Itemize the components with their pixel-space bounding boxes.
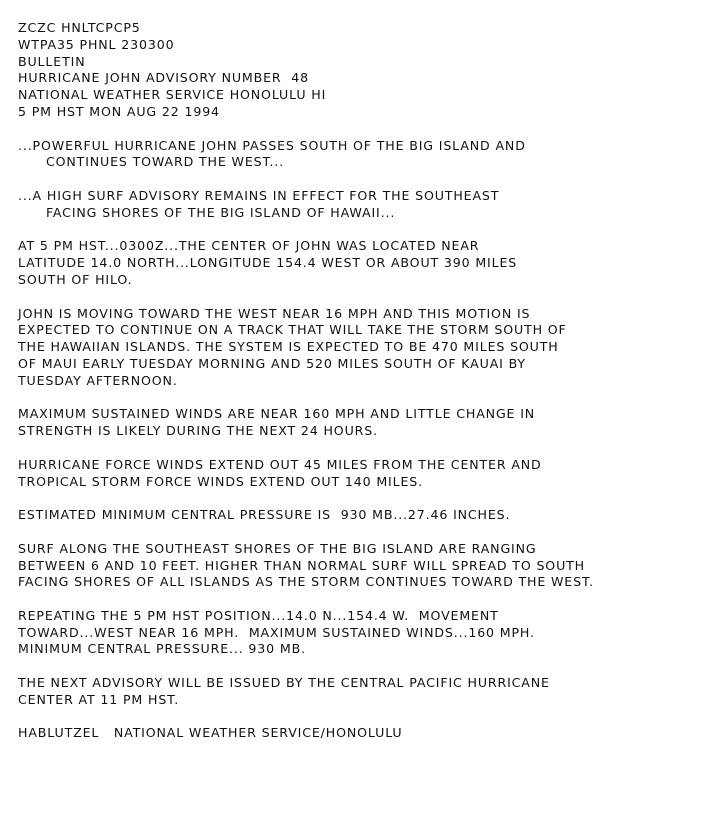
paragraph-line: TUESDAY AFTERNOON. (18, 372, 178, 388)
spacer (18, 658, 698, 675)
signature: HABLUTZEL NATIONAL WEATHER SERVICE/HONOLULU (18, 725, 403, 741)
paragraph-line: MAXIMUM SUSTAINED WINDS ARE NEAR 160 MPH AND LITTLE CHANGE IN (18, 406, 536, 422)
header-line: NATIONAL WEATHER SERVICE HONOLULU HI (18, 87, 327, 103)
advisory-title: HURRICANE JOHN ADVISORY NUMBER 48 (18, 70, 309, 86)
paragraph-line: TOWARD...WEST NEAR 16 MPH. MAXIMUM SUSTAINED WINDS...160 MPH. (18, 624, 535, 640)
paragraph-line: CENTER AT 11 PM HST. (18, 691, 180, 707)
paragraph-wind-extent (18, 457, 698, 491)
paragraph-line: TROPICAL STORM FORCE WINDS EXTEND OUT 140 MILES. (18, 473, 423, 489)
paragraph-line: BETWEEN 6 AND 10 FEET. HIGHER THAN NORMAL SURF WILL SPREAD TO SOUTH (18, 557, 586, 573)
paragraph-line: REPEATING THE 5 PM HST POSITION...14.0 N...154.4 W. MOVEMENT (18, 607, 499, 623)
spacer (18, 390, 698, 407)
paragraph-line: ESTIMATED MINIMUM CENTRAL PRESSURE IS 930 MB...27.46 INCHES. (18, 507, 511, 523)
paragraph-line: HURRICANE FORCE WINDS EXTEND OUT 45 MILES FROM THE CENTER AND (18, 456, 542, 472)
spacer (18, 440, 698, 457)
paragraph-surf (18, 541, 698, 591)
bulletin-header (18, 20, 698, 121)
paragraph-winds (18, 406, 698, 440)
paragraph-next-advisory (18, 675, 698, 709)
spacer (18, 121, 698, 138)
paragraph-line: SURF ALONG THE SOUTHEAST SHORES OF THE BIG ISLAND ARE RANGING (18, 540, 537, 556)
paragraph-line: EXPECTED TO CONTINUE ON A TRACK THAT WILL TAKE THE STORM SOUTH OF (18, 322, 567, 338)
headline-high-surf (18, 188, 698, 222)
spacer (18, 524, 698, 541)
paragraph-line: JOHN IS MOVING TOWARD THE WEST NEAR 16 MPH AND THIS MOTION IS (18, 305, 531, 321)
issue-time: 5 PM HST MON AUG 22 1994 (18, 103, 220, 119)
paragraph-line: SOUTH OF HILO. (18, 271, 133, 287)
paragraph-repeat-position (18, 608, 698, 658)
header-line: WTPA35 PHNL 230300 (18, 36, 175, 52)
paragraph-location (18, 238, 698, 288)
paragraph-line: AT 5 PM HST...0300Z...THE CENTER OF JOHN WAS LOCATED NEAR (18, 238, 480, 254)
headline-powerful-hurricane (18, 138, 698, 172)
paragraph-line: THE NEXT ADVISORY WILL BE ISSUED BY THE CENTRAL PACIFIC HURRICANE (18, 675, 550, 691)
paragraph-line: MINIMUM CENTRAL PRESSURE... 930 MB. (18, 641, 306, 657)
spacer (18, 171, 698, 188)
spacer (18, 490, 698, 507)
header-line: BULLETIN (18, 53, 86, 69)
spacer (18, 709, 698, 726)
headline-line: CONTINUES TOWARD THE WEST... (46, 154, 285, 170)
advisory-document (18, 20, 698, 742)
paragraph-line: STRENGTH IS LIKELY DURING THE NEXT 24 HOURS. (18, 423, 378, 439)
paragraph-line: LATITUDE 14.0 NORTH...LONGITUDE 154.4 WEST OR ABOUT 390 MILES (18, 255, 518, 271)
headline-line: ...POWERFUL HURRICANE JOHN PASSES SOUTH OF THE BIG ISLAND AND (18, 137, 526, 153)
header-line: ZCZC HNLTCPCP5 (18, 20, 141, 35)
paragraph-movement (18, 306, 698, 390)
paragraph-line: OF MAUI EARLY TUESDAY MORNING AND 520 MILES SOUTH OF KAUAI BY (18, 355, 526, 371)
spacer (18, 222, 698, 239)
paragraph-pressure (18, 507, 698, 524)
paragraph-line: THE HAWAIIAN ISLANDS. THE SYSTEM IS EXPECTED TO BE 470 MILES SOUTH (18, 339, 559, 355)
spacer (18, 289, 698, 306)
spacer (18, 591, 698, 608)
headline-line: FACING SHORES OF THE BIG ISLAND OF HAWAII... (46, 204, 396, 220)
headline-line: ...A HIGH SURF ADVISORY REMAINS IN EFFECT FOR THE SOUTHEAST (18, 187, 500, 203)
paragraph-line: FACING SHORES OF ALL ISLANDS AS THE STORM CONTINUES TOWARD THE WEST. (18, 574, 594, 590)
